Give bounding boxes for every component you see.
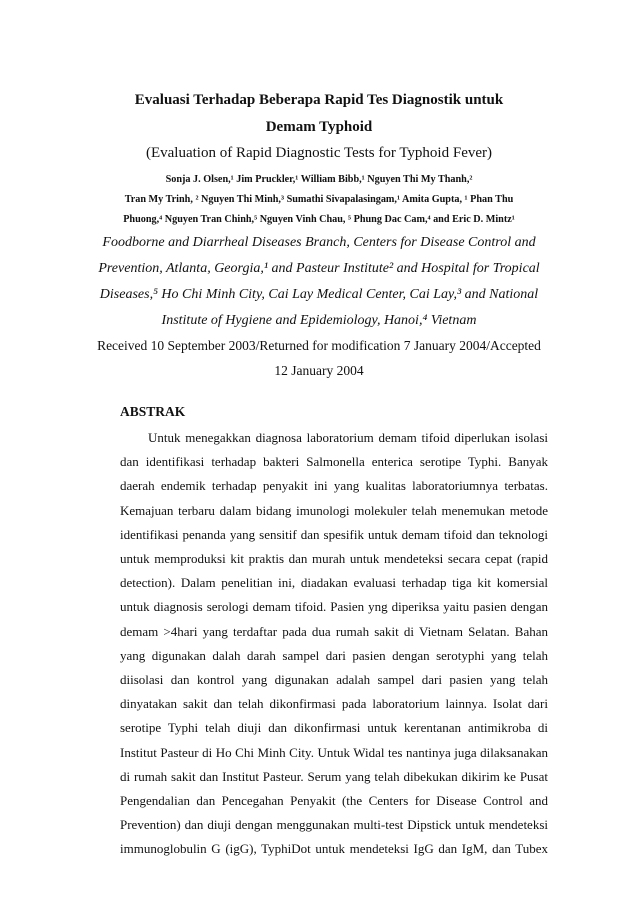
abstract-line: Pengendalian dan Pencegahan Penyakit (the Centers for Disease Control and <box>120 793 548 808</box>
abstract-heading: ABSTRAK <box>120 404 186 419</box>
abstract-line: dinyatakan sakit dan telah dikonfirmasi pada laboratorium lainnya. Isolat dari <box>120 696 548 712</box>
abstract-line: detection). Dalam penelitian ini, diadakan evaluasi terhadap tiga kit komersial <box>120 575 548 591</box>
abstract-line: Institut Pasteur di Ho Chi Minh City. Untuk Widal tes nantinya juga dilaksanakan <box>120 744 548 760</box>
abstract-line: Untuk menegakkan diagnosa laboratorium demam tifoid diperlukan isolasi <box>148 430 548 445</box>
abstract-line: untuk diagnosis serologi demam tifoid. Pasien yng diperiksa yaitu pasien dengan <box>120 599 548 615</box>
title-line-2: Demam Typhoid <box>265 119 373 135</box>
received-line-2: 12 January 2004 <box>274 363 364 378</box>
affiliation-line-3: Diseases,⁵ Ho Chi Minh City, Cai Lay Medical Center, Cai Lay,³ and National <box>99 287 539 302</box>
abstract-line: demam >4hari yang terdaftar pada dua rumah sakit di Vietnam Selatan. Bahan <box>120 623 548 639</box>
abstract-line: untuk memproduksi kit praktis dan murah untuk mendeteksi secara cepat (rapid <box>120 551 548 566</box>
affiliation-line-1: Foodborne and Diarrheal Diseases Branch, Centers for Disease Control and <box>102 235 536 250</box>
abstract-line: Prevention) dan diuji dengan menggunakan multi-test Dipstick untuk mendeteksi <box>120 817 548 833</box>
abstract-line: diisolasi dan kontrol yang digunakan adalah sampel dari pasien yang telah <box>120 672 548 687</box>
affiliation-line-2: Prevention, Atlanta, Georgia,¹ and Pasteur Institute² and Hospital for Tropical <box>98 261 540 276</box>
abstract-line: immunoglobulin G (igG), TyphiDot untuk mendeteksi IgG dan IgM, dan Tubex <box>120 841 548 857</box>
abstract-line: di rumah sakit dan Institut Pasteur. Serum yang telah dibekukan dikirim ke Pusat <box>120 768 548 784</box>
abstract-line: daerah endemik terhadap penyakit ini yang kualitas laboratoriumnya terbatas. <box>120 478 548 494</box>
received-line-1: Received 10 September 2003/Returned for modification 7 January 2004/Accepted <box>97 338 541 353</box>
title-line-1: Evaluasi Terhadap Beberapa Rapid Tes Diagnostik untuk <box>134 92 504 108</box>
english-subtitle: (Evaluation of Rapid Diagnostic Tests for Typhoid Fever) <box>145 145 493 161</box>
abstract-line: serotipe Typhi telah diuji dan dikonfirmasi untuk kerentanan antimikroba di <box>120 720 548 736</box>
abstract-line: Kemajuan terbaru dalam bidang imunologi molekuler telah menemukan metode <box>120 502 548 518</box>
authors-line-2: Tran My Trinh, ² Nguyen Thi Minh,³ Sumathi Sivapalasingam,¹ Amita Gupta, ¹ Phan Thu <box>124 194 514 205</box>
abstract-line: dan identifikasi terhadap bakteri Salmonella enterica serotipe Typhi. Banyak <box>120 454 548 470</box>
abstract-line: identifikasi penanda yang sensitif dan spesifik untuk demam tifoid dan teknologi <box>120 526 548 542</box>
authors-line-3: Phuong,⁴ Nguyen Tran Chinh,⁵ Nguyen Vinh Chau, ⁵ Phung Dac Cam,⁴ and Eric D. Mintz¹ <box>123 214 515 225</box>
affiliation-line-4: Institute of Hygiene and Epidemiology, Hanoi,⁴ Vietnam <box>161 313 477 328</box>
authors-line-1: Sonja J. Olsen,¹ Jim Pruckler,¹ William Bibb,¹ Nguyen Thi My Thanh,² <box>165 174 473 185</box>
abstract-line: yang digunakan dalah darah sampel dari pasien dengan serotyphi yang telah <box>120 647 548 663</box>
